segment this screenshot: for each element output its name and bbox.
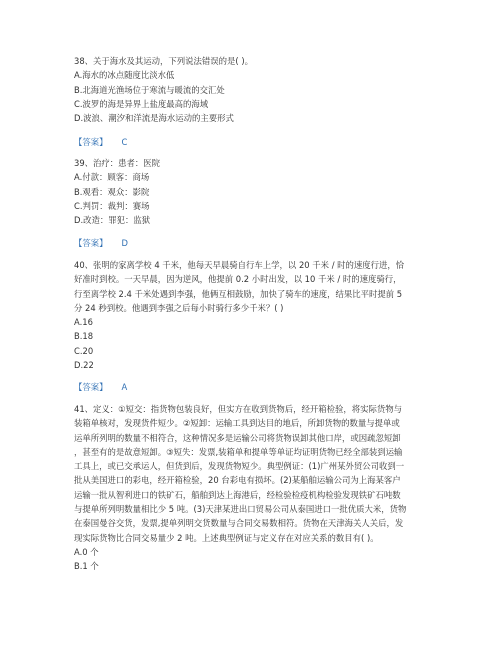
option-b: B.北海道光渔场位于寒流与暖流的交汇处 xyxy=(74,84,225,95)
option-a: A.0 个 xyxy=(74,546,99,557)
question-38 xyxy=(74,54,434,125)
answer-value: D xyxy=(121,238,128,248)
question-stem-line: 分 24 秒到校。他遇到李强之后每小时骑行多少千米？( ) xyxy=(74,302,284,313)
option-d: D.22 xyxy=(74,360,94,371)
answer-38 xyxy=(74,135,127,149)
question-stem-line: 现实际货物比合同交易量少 2 吨。上述典型例证与定义存在对应关系的数目有( )。 xyxy=(74,532,379,543)
answer-value: A xyxy=(121,382,128,392)
option-c: C.20 xyxy=(74,345,94,356)
question-stem: 38、关于海水及其运动，下列说法错误的是( )。 xyxy=(74,56,253,66)
option-a: A.付款：顾客：商场 xyxy=(74,172,150,183)
question-stem-line: 运输一批从智利进口的铁矿石，船舶到达上海港后，经检验检疫机构检验发现铁矿石吨数 xyxy=(74,489,401,500)
question-stem-line: 装箱单核对，发现货件短少。②短卸：运输工具到达目的地后，所卸货物的数量与提单或 xyxy=(74,418,400,429)
option-b: B.18 xyxy=(74,331,94,342)
question-stem-line: 与提单所列明数量相比少 5 吨。(3)天津某进出口贸易公司从泰国进口一批优质大米，货物 xyxy=(74,504,407,515)
question-40 xyxy=(74,258,434,372)
question-stem-line: 运单所列明的数量不相符合，这种情况多是运输公司将货物误卸其他口岸，或因疏忽短卸 xyxy=(74,432,401,443)
option-b: B.1 个 xyxy=(74,561,99,572)
option-c: C.判罚：裁判：赛场 xyxy=(74,200,150,211)
answer-label: 【答案】 xyxy=(74,238,108,248)
option-c: C.波罗的海是异界上盐度最高的海域 xyxy=(74,98,209,109)
option-a: A.16 xyxy=(74,317,93,328)
question-stem: 39、治疗：患者：医院 xyxy=(74,158,161,168)
answer-label: 【答案】 xyxy=(74,382,108,392)
question-stem-line: 在泰国曼谷交货，发票,提单列明交货数量与合同交易数相符。货物在天津海关人关后，发 xyxy=(74,518,404,529)
question-stem-line: 40、张明的家离学校 4 千米，他每天早晨骑自行车上学，以 20 千米 / 时的速度行进，恰 xyxy=(74,260,405,270)
option-a: A.海水的冰点随度比淡水低 xyxy=(74,70,175,81)
answer-label: 【答案】 xyxy=(74,137,108,147)
question-stem-line: 行至离学校 2.4 千米处遇到李强，他俩互相鼓励，加快了骑车的速度，结果比平时提前 5 xyxy=(74,288,403,299)
question-stem-line: 好准时到校。一天早晨，因为逆风，他提前 0.2 小时出发，以 10 千米 / 时的速度骑行， xyxy=(74,274,402,285)
option-b: B.观看：观众：影院 xyxy=(74,186,150,197)
question-39 xyxy=(74,156,434,227)
option-d: D.改造：罪犯：监狱 xyxy=(74,215,151,226)
answer-value: C xyxy=(121,137,128,147)
answer-40 xyxy=(74,380,127,394)
option-d: D.波浪、潮汐和洋流是海水运动的主要形式 xyxy=(74,113,234,124)
question-stem-line: 批从美国进口的彩电，经开箱检验，20 台彩电有损坏。(2)某船舶运输公司为上海某客户 xyxy=(74,475,401,486)
question-stem-line: ，甚至有的是故意短卸。③短失：发票,装箱单和提单等单证均证明货物已经全部装到运输 xyxy=(74,446,403,457)
question-stem-line: 工具上，或已交承运人，但货到后，发现货物短少。典型例证：(1)广州某外贸公司收到一 xyxy=(74,461,405,472)
answer-39 xyxy=(74,236,128,250)
question-41 xyxy=(74,402,434,574)
question-stem-line: 41、定义：①短交：指货物包装良好，但实方在收到货物后，经开箱检验，将实际货物与 xyxy=(74,404,403,414)
